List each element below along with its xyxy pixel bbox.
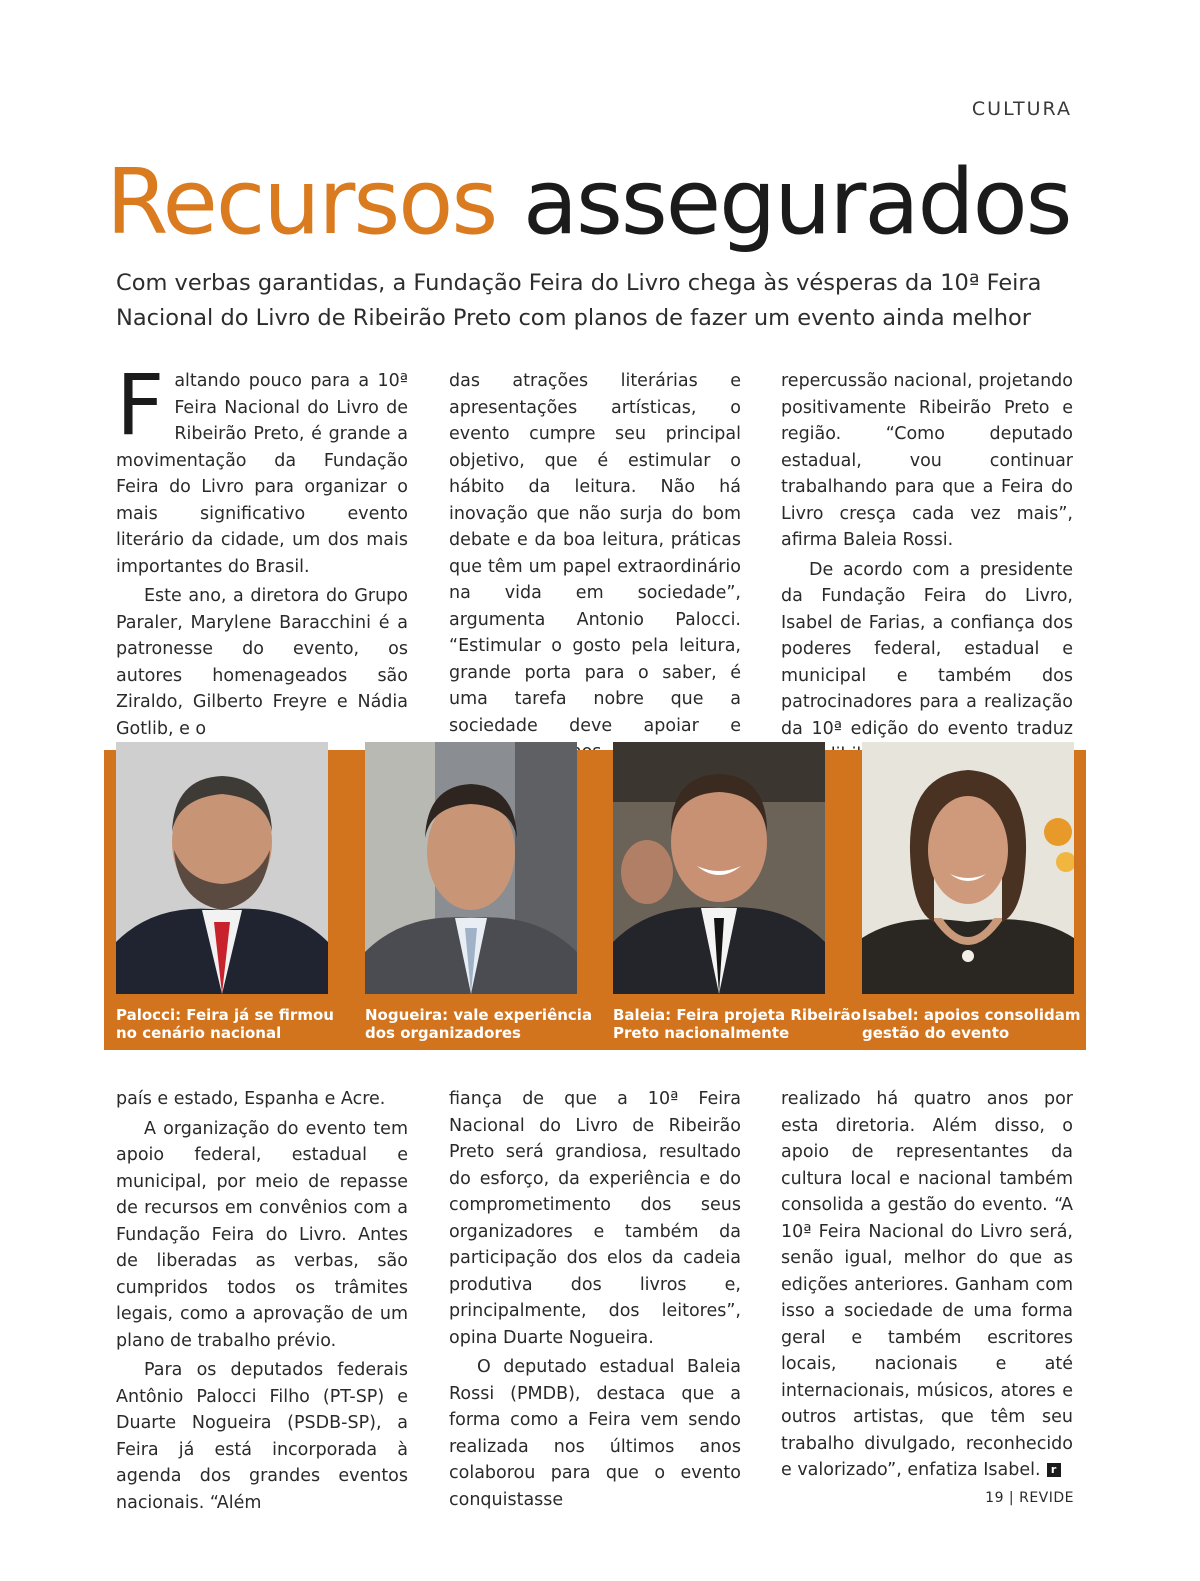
bottom-column-2 [449,1086,741,1513]
caption-isabel: Isabel: apoios consolidam gestão do evento [862,1006,1081,1042]
caption-baleia: Baleia: Feira projeta Ribeirão Preto nacionalmente [613,1006,861,1042]
photo-baleia [613,742,825,994]
deck [116,266,1076,336]
caption-palocci: Palocci: Feira já se firmou no cenário nacional [116,1006,334,1042]
drop-cap: F [116,356,165,454]
end-mark-icon: r [1047,1463,1061,1477]
article-paragraph: das atrações literárias e apresentações artísticas, o evento cumpre seu principal objetivo, que é estimular o hábito da leitura. Não há inovação que não surja do bom debate e da boa leitura, práticas que têm um papel extraordinário na vida em sociedade”, argumenta Antonio Palocci. “Estimular o gosto pela leitura, grande porta para o saber, é uma tarefa nobre que a sociedade deve apoiar e [449,371,741,736]
article-paragraph: país e estado, Espanha e Acre. [116,1089,386,1109]
paragraph-text: realizado há quatro anos por esta diretoria. Além disso, o apoio de representantes da cultura local e nacional também consolida a gestão do evento. “A 10ª Feira Nacional do Livro será, senão igual, melhor do que as edições anteriores. Ganham com isso a sociedade de uma forma geral e também escritores locais, nacionais e até internacionais, músicos, atores e outros artistas, que têm seu trabalho divulgado, reconhecido e valorizado”, enfatiza Isabel. [781,1089,1073,1480]
article-paragraph [781,1086,1073,1484]
section-label: CULTURA [971,98,1072,120]
photo-isabel [862,742,1074,994]
article-paragraph: fiança de que a 10ª Feira Nacional do Livro de Ribeirão Preto será grandiosa, resultado do esforço, da experiência e do comprometimento dos seus organizadores e também da participação dos elos da cadeia produtiva dos livros e, principalmente, dos leitores”, opina Duarte Nogueira. [449,1089,741,1348]
article-paragraph [116,356,408,580]
caption-nogueira: Nogueira: vale experiência dos organizadores [365,1006,593,1042]
article-paragraph: Para os deputados federais Antônio Palocci Filho (PT-SP) e Duarte Nogueira (PSDB-SP), a Feira já está incorporada à agenda dos grandes eventos nacionais. “Além [116,1360,408,1513]
headline [106,148,1071,258]
headline-accent: Recursos [106,150,497,255]
top-column-1 [116,356,408,742]
article-paragraph: De acordo com a presidente da Fundação Feira do Livro, Isabel de Farias, a confiança dos poderes federal, estadual e municipal e também dos patrocinadores para a realização da 10ª edição do evento traduz [781,559,1073,739]
article-paragraph: Este ano, a diretora do Grupo Paraler, Marylene Baracchini é a patronesse do evento, os autores homenageados são Ziraldo, Gilberto Freyre e Nádia Gotlib, e o [116,586,408,739]
photo-palocci [116,742,328,994]
article-paragraph: repercussão nacional, projetando positivamente Ribeirão Preto e região. “Como deputado estadual, vou continuar trabalhando para que a Feira do Livro cresça cada vez mais”, afirma Baleia Rossi. [781,371,1073,550]
deck-line-2: Nacional do Livro de Ribeirão Preto com planos de fazer um evento ainda melhor [116,305,1032,331]
article-paragraph: A organização do evento tem apoio federal, estadual e municipal, por meio de repasse de recursos em convênios com a Fundação Feira do Livro. Antes de liberadas as verbas, são cumpridos todos os trâmites legais, como a aprovação de um plano de trabalho prévio. [116,1118,408,1351]
headline-main: assegurados [522,150,1071,255]
bottom-column-3 [781,1086,1073,1484]
bottom-column-1 [116,1086,408,1516]
photo-nogueira [365,742,577,994]
top-column-3 [781,368,1073,769]
top-column-2 [449,368,741,792]
page-footer: 19 | REVIDE [985,1490,1074,1506]
paragraph-text: altando pouco para a 10ª Feira Nacional do Livro de Ribeirão Preto, é grande a movimentação da Fundação Feira do Livro para organizar o mais significativo evento literário da cidade, um dos mais importantes do Brasil. [116,371,408,577]
article-paragraph: O deputado estadual Baleia Rossi (PMDB), destaca que a forma como a Feira vem sendo realizada nos últimos anos colaborou para que o evento conquistasse [449,1357,741,1510]
deck-line-1: Com verbas garantidas, a Fundação Feira do Livro chega às vésperas da 10ª Feira [116,270,1042,296]
photo-band [104,750,1086,1050]
